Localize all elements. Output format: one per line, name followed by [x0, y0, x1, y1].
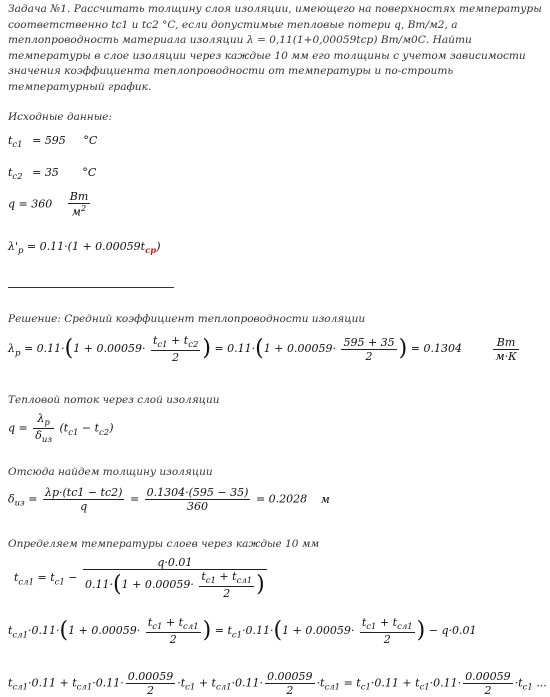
- thickness-equation: $\delta_{из}$ = $\frac{\lambda p\cdot(tc1 - tc2)}{q}$ = $\frac{0.1304\cdot(595 - 35)}{360}$ = 0.2028 м: [8, 486, 330, 513]
- eq5-num2-plus: + t: [376, 616, 398, 629]
- tc1-value: 595: [44, 134, 66, 147]
- eq3-num1: λp·(tc1 − tc2): [44, 486, 123, 499]
- eq5-b: ·0.11·: [28, 624, 60, 638]
- lambda-def-rhs-sub: ср: [145, 246, 157, 257]
- eq2-lhs: q =: [8, 421, 28, 435]
- eq1-coef2: = 0.11·: [210, 342, 256, 356]
- tc2-sub: c2: [12, 172, 23, 183]
- eq1-num-plus: + t: [167, 334, 189, 347]
- tc1-symbol: t: [8, 134, 13, 147]
- eq6-t9: ·0.11 + t: [370, 676, 420, 690]
- eq6-t12: ...: [532, 676, 547, 690]
- eq5-num: t: [147, 616, 153, 629]
- eq3-lhs: δ: [8, 492, 15, 506]
- eq5-a: t: [8, 624, 13, 638]
- eq5-c2: 1 + 0.00059·: [282, 624, 355, 638]
- eq3-num2: 0.1304·(595 − 35): [146, 486, 249, 499]
- eq2-rest: (t: [59, 421, 69, 435]
- eq1-unit: [493, 336, 518, 363]
- eq5-den: 2: [146, 632, 201, 646]
- eq5-num2-sub: c1: [366, 622, 377, 633]
- heat-flux-header: Тепловой поток через слой изоляции: [8, 394, 220, 406]
- eq1-den: 2: [151, 350, 200, 364]
- eq2-frac: [33, 412, 54, 445]
- eq6-t11: ·t: [514, 676, 523, 690]
- eq6-s4: c1: [185, 682, 196, 693]
- eq6-frac2-den: 2: [265, 683, 315, 697]
- eq2-den-sub: из: [41, 435, 53, 446]
- eq3-den2: 360: [145, 499, 251, 513]
- eq2-rest-sub: c1: [68, 427, 79, 438]
- lambda-definition: $\lambda'_p = 0.11\cdot(1 + 0.00059t_{ср})$: [8, 240, 161, 257]
- eq1-num: t: [152, 334, 158, 347]
- eq4-minus: −: [68, 571, 78, 585]
- eq3-lhs-sub: из: [14, 498, 25, 509]
- tc2-value: 35: [44, 166, 59, 179]
- eq6-s8: c1: [360, 682, 371, 693]
- eq6-frac1: [126, 670, 176, 697]
- eq1-inner2: 1 + 0.00059·: [263, 342, 336, 356]
- eq1-lhs-sub: p: [14, 348, 21, 359]
- eq4-num: q·0.01: [157, 556, 193, 569]
- heat-flux-equation: [8, 412, 114, 445]
- eq5-num-sub2: сл1: [183, 622, 199, 633]
- q-unit-den: м: [71, 205, 81, 219]
- eq6-t3: ·0.11·: [92, 676, 124, 690]
- eq6-s7: сл1: [324, 682, 341, 693]
- tc2-unit: °C: [82, 166, 97, 179]
- lambda-def-lhs-sub: p: [18, 246, 24, 257]
- separator-line: [8, 287, 174, 288]
- eq6-frac3-den: 2: [463, 683, 513, 697]
- eq4-lhs: t: [14, 571, 19, 585]
- eq5-frac2: [360, 616, 415, 646]
- thickness-header: Отсюда найдем толщину изоляции: [8, 466, 213, 478]
- q-value: 360: [31, 197, 53, 211]
- eq1-den2: 2: [341, 349, 396, 363]
- eq5-frac: [146, 616, 201, 646]
- layer-temps-header: Определяем температуры слоев через каждые 10 мм: [8, 538, 320, 550]
- eq6-t10: ·0.11·: [429, 676, 462, 690]
- eq6-frac1-den: 2: [126, 683, 176, 697]
- q-unit-den-sup: 2: [80, 204, 87, 214]
- q-unit: [68, 190, 91, 219]
- eq5-num-plus: + t: [162, 616, 184, 629]
- eq2-num-sub: p: [44, 418, 50, 429]
- task-statement: Задача №1. Рассчитать толщину слоя изоляции, имеющего на поверхностях температуры соответственно tc1 и tc2 °C, если допустимые тепловые потери q, Вт/м2, а теплопроводность материала изоляции λ = 0,11(1+0,00059tср) Вт/м0С. Найти температуры в слое изоляции через каждые 10 мм его толщины с учетом зависимости значения коэффициента теплопроводности от температуры и по-строить температурный график.: [8, 3, 542, 93]
- eq6-t8: = t: [340, 676, 361, 690]
- lambda-def-rhs: 0.11·(1 + 0.00059t: [39, 240, 146, 253]
- eq4-frac: q·0.01 0.11·(1 + 0.00059· $\frac{t_{c1} + t_{сл1}}{2}$ ): [85, 556, 265, 601]
- eq5-d-sub: c1: [231, 630, 243, 641]
- eq2-den: δ: [35, 429, 42, 443]
- eq6-s5: сл1: [215, 682, 232, 693]
- eq6-t5: + t: [195, 676, 216, 690]
- eq4-inner-frac: [199, 570, 254, 600]
- eq5-f: − q·0.01: [428, 624, 477, 638]
- eq4-den-b: 1 + 0.00059·: [121, 578, 194, 592]
- q-symbol: q: [8, 197, 16, 211]
- eq4-den-den: 2: [199, 586, 254, 600]
- eq3-frac2: [145, 486, 251, 513]
- eq6-s9: c1: [419, 682, 430, 693]
- eq1-num-sub2: c2: [188, 340, 199, 351]
- tc2-symbol: t: [8, 166, 13, 179]
- eq6-frac2-num: 0.00059: [267, 670, 313, 683]
- solution-header: Решение: Средний коэффициент теплопроводности изоляции: [8, 313, 366, 325]
- tc1-sub: c1: [12, 140, 23, 151]
- eq1-unit-den: м·К: [495, 349, 517, 363]
- mean-conductivity-equation: $\lambda_p = 0.11\cdot(1 + 0.00059\cdot$ $\frac{t_{c1} + t_{c2}}{2}$ ) = 0.11·(1 + 0.00059· $\frac{595 + 35}{2}$ ) = 0.1304 $\frac{Вт}{м\cdot К}$: [8, 334, 517, 365]
- eq6-s1: сл1: [12, 682, 29, 693]
- eq5-num2-sub2: сл1: [397, 622, 413, 633]
- eq6-t1: t: [8, 676, 13, 690]
- eq3-unit: м: [320, 492, 330, 506]
- tc2-line: $t_{c2} = 35$ °C: [8, 166, 97, 183]
- eq4-den-a: 0.11·: [85, 578, 114, 592]
- q-unit-num: Вт: [69, 190, 89, 203]
- eq2-rest-sub2: c2: [99, 427, 110, 438]
- eq6-s11: c1: [522, 682, 533, 693]
- eq4-den-num-plus: + t: [215, 570, 237, 583]
- eq1-inner: 1 + 0.00059·: [73, 342, 146, 356]
- eq5-c: 1 + 0.00059·: [68, 624, 141, 638]
- eq4-mid: = t: [37, 571, 55, 585]
- eq4-den-num-sub2: сл1: [236, 576, 253, 587]
- eq6-frac1-num: 0.00059: [127, 670, 174, 683]
- eq5-num-sub: c1: [152, 622, 163, 633]
- eq5-num2: t: [361, 616, 367, 629]
- eq6-s2: сл1: [76, 682, 93, 693]
- input-data-header: Исходные данные:: [8, 111, 113, 123]
- eq6-frac3: [463, 670, 513, 697]
- eq6-t6: ·0.11·: [231, 676, 264, 690]
- eq2-num: λ: [37, 412, 45, 425]
- layer1-linear-equation: [8, 670, 547, 697]
- layer1-temp-equation: [14, 556, 269, 600]
- eq1-frac2: [341, 336, 396, 363]
- eq6-frac2: [265, 670, 315, 697]
- lambda-def-lhs: λ': [8, 240, 18, 253]
- eq6-frac3-num: 0.00059: [465, 670, 511, 683]
- tc1-line: $t_{c1} = 595$ °C: [8, 134, 98, 151]
- lambda-def-rhs-end: ): [156, 240, 161, 253]
- eq1-result: = 0.1304: [410, 342, 462, 356]
- eq1-lhs: λ: [8, 342, 15, 356]
- eq6-t4: ·t: [177, 676, 186, 690]
- eq5-e: ·0.11·: [242, 624, 274, 638]
- eq4-den-num: t: [201, 570, 206, 583]
- eq1-num2: 595 + 35: [343, 335, 395, 349]
- eq1-frac: [151, 334, 200, 364]
- eq1-unit-num: Вт: [496, 335, 516, 349]
- eq2-rest2: − t: [78, 421, 100, 435]
- eq5-a-sub: сл1: [12, 630, 29, 641]
- eq3-result: = 0.2028: [255, 492, 308, 506]
- eq3-den1: q: [43, 499, 124, 513]
- eq5-den2: 2: [360, 632, 415, 646]
- q-line: q = 360 $\frac{Вт}{м^2}$: [8, 190, 89, 219]
- eq6-t2: ·0.11 + t: [28, 676, 77, 690]
- eq4-mid-sub: c1: [54, 577, 65, 588]
- eq4-den-num-sub: c1: [205, 576, 216, 587]
- eq4-lhs-sub: сл1: [18, 577, 35, 588]
- eq1-coef: 0.11·: [36, 342, 65, 356]
- eq1-num-sub: c1: [157, 340, 168, 351]
- eq6-t7: ·t: [316, 676, 325, 690]
- tc1-unit: °C: [83, 134, 98, 147]
- layer1-expanded-equation: $t_{сл1}\cdot 0.11\cdot(1 + 0.00059\cdot$ $\frac{t_{c1} + t_{сл1}}{2}$ ) = $t_{c1}\cdot 0.11\cdot(1 + 0.00059\cdot$ $\frac{t_{c1} + t_{сл1}}{2}$ ) − q·0.01: [8, 616, 477, 647]
- eq5-d: = t: [214, 624, 232, 638]
- eq2-rest3: ): [109, 421, 114, 435]
- eq3-frac1: [43, 486, 124, 513]
